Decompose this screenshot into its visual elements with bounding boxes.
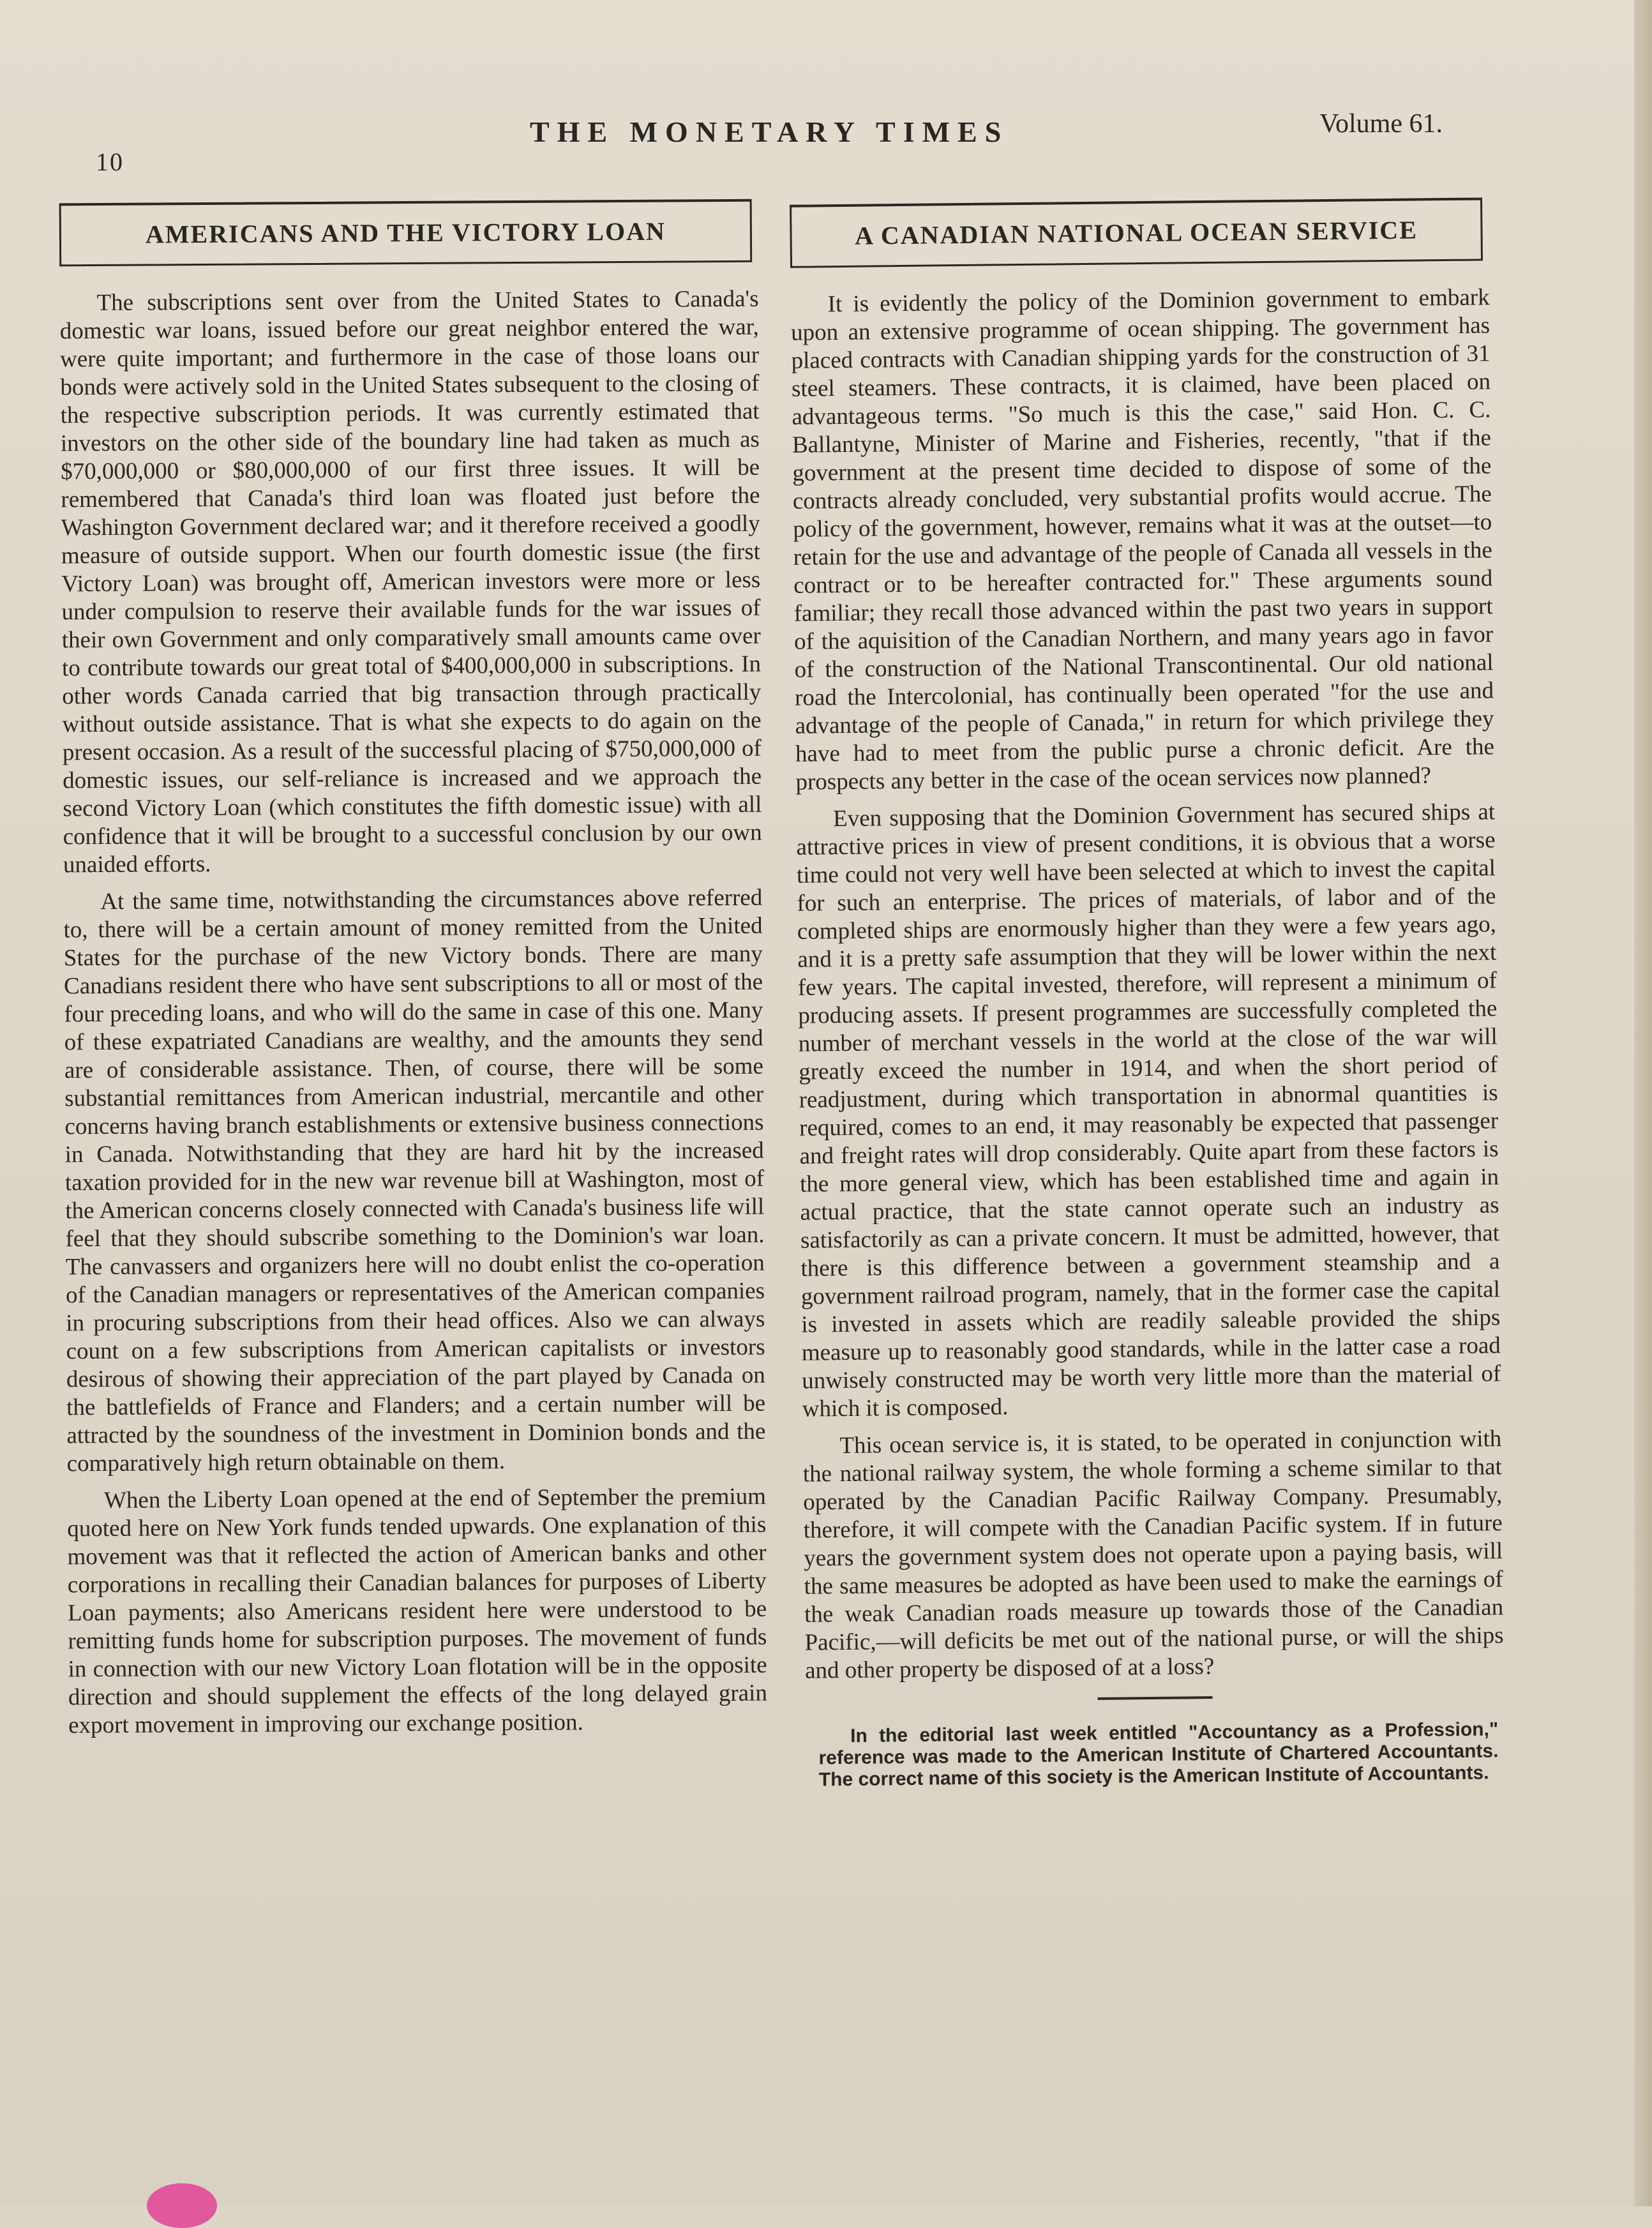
page-number: 10 [96, 147, 124, 176]
right-headline: A CANADIAN NATIONAL OCEAN SERVICE [790, 197, 1483, 267]
right-paragraph-3: This ocean service is, it is stated, to be operated in conjunction with the national railway system, the whole forming a scheme similar to that operated by the Canadian Pacific Railway Company. Presumably, therefore, it will compete with the Canadian Pacific system. If in future years the government system does not operate upon a paying basis, will the same measures be adopted as have been used to make the earnings of the weak Canadian roads measure up towards those of the Canadian Pacific,—will deficits be met out of the national purse, or will the ships and other property be disposed of at a loss? [802, 1426, 1504, 1684]
right-paragraph-1: It is evidently the policy of the Dominion government to embark upon an extensive programme of ocean shipping. The government has placed contracts with Canadian shipping yards for the construction of 31 steel steamers. These contracts, it is claimed, have been placed on advantageous terms. "So much is this the case," said Hon. C. C. Ballantyne, Minister of Marine and Fisheries, recently, "that if the government at the present time decided to dispose of some of the contracts already concluded, very substantial profits would accrue. The policy of the government, however, remains what it was at the outset—to retain for the use and advantage of the people of Canada all vessels in the contract or to be hereafter contracted for." These arguments sound familiar; they recall those advanced within the past two years in support of the aquisition of the Canadian Northern, and many years ago in favor of the construction of the National Transcontinental. Our old national road the Intercolonial, has continually been operated "for the use and advantage of the people of Canada," in return for which privilege they have had to meet from the public purse a chronic deficit. Are the prospects any better in the case of the ocean services now planned? [790, 284, 1495, 795]
left-paragraph-2: At the same time, notwithstanding the circumstances above referred to, there will be a certain amount of money remitted from the United States for the purchase of the new Victory bonds. There are many Canadians resident there who have sent subscriptions to all or most of the four preceding loans, and who will do the same in case of this one. Many of these expatriated Canadians are wealthy, and the amounts they send are of considerable assistance. Then, of course, there will be some substantial remittances from American industrial, mercantile and other concerns having branch establishments or extensive business connections in Canada. Notwithstanding that they are hard hit by the increased taxation provided for in the new war revenue bill at Washington, most of the American concerns closely connected with Canada's business life will feel that they should subscribe something to the Dominion's war loan. The canvassers and organizers here will no doubt enlist the co-operation of the Canadian managers or representatives of the American companies in procuring subscriptions from their head offices. Also we can always count on a few subscriptions from American capitalists or investors desirous of showing their appreciation of the part played by Canada on the battlefields of France and Flanders; and a certain number will be attracted by the soundness of the investment in Dominion bonds and the comparatively high return obtainable on them. [63, 884, 766, 1477]
page-header [96, 109, 1443, 176]
left-paragraph-1: The subscriptions sent over from the United States to Canada's domestic war loans, issued before our great neighbor entered the war, were quite important; and furthermore in the case of those loans our bonds were actively sold in the United States subsequent to the closing of the respective subscription periods. It was currently estimated that investors on the other side of the boundary line had taken as much as $70,000,000 or $80,000,000 of our first three issues. It will be remembered that Canada's third loan was floated just before the Washington Government declared war; and it therefore received a goodly measure of outside support. When our fourth domestic issue (the first Victory Loan) was brought off, American investors were more or less under compulsion to reserve their available funds for the war issues of their own Government and only comparatively small amounts came over to contribute towards our great total of $400,000,000 in subscriptions. In other words Canada carried that big transaction through practically without outside assistance. That is what she expects to do again on the present occasion. As a result of the successful placing of $750,000,000 of domestic issues, our self-reliance is increased and we approach the second Victory Loan (which constitutes the fifth domestic issue) with all confidence that it will be brought to a successful conclusion by our own unaided efforts. [59, 285, 762, 878]
left-headline: AMERICANS AND THE VICTORY LOAN [59, 199, 753, 267]
page-edge [1634, 0, 1652, 2206]
right-column [790, 197, 1505, 1791]
section-divider [1097, 1696, 1212, 1700]
correction-note: In the editorial last week entitled "Accountancy as a Profession," reference was made to the American Institute of Chartered Accountants. The correct name of this society is the American Institute of Accountants. [818, 1719, 1499, 1791]
volume-label: Volume 61. [1319, 109, 1443, 139]
left-paragraph-3: When the Liberty Loan opened at the end of September the premium quoted here on New York funds tended upwards. One explanation of this movement was that it reflected the action of American banks and other corporations in recalling their Canadian balances for purposes of Liberty Loan payments; also Americans resident here were understood to be remitting funds home for subscription purposes. The movement of funds in connection with our new Victory Loan flotation will be in the opposite direction and should supplement the effects of the long delayed grain export movement in improving our exchange position. [67, 1483, 768, 1739]
masthead: THE MONETARY TIMES [530, 116, 1009, 148]
left-column [59, 199, 768, 1749]
right-paragraph-2: Even supposing that the Dominion Government has secured ships at attractive prices in view of present conditions, it is obvious that a worse time could not very well have been selected at which to invest the capital for such an enterprise. The prices of materials, of labor and of the completed ships are enormously higher than they were a few years ago, and it is a pretty safe assumption that they will be lower within the next few years. The capital invested, therefore, will represent a minimum of producing assets. If present programmes are successfully completed the number of merchant vessels in the world at the close of the war will greatly exceed the number in 1914, and when the short period of readjustment, during which transportation in abnormal quantities is required, comes to an end, it may reasonably be expected that passenger and freight rates will drop considerably. Quite apart from these factors is the more general view, which has been established time and again in actual practice, that the state cannot operate such an industry as satisfactorily as can a private concern. It must be admitted, however, that there is this difference between a government steamship and a government railroad program, namely, that in the former case the capital is invested in assets which are readily saleable provided the ships measure up to reasonably good standards, while in the latter case a road unwisely constructed may be worth very little more than the material of which it is composed. [796, 799, 1501, 1422]
pink-stamp-mark [147, 2183, 217, 2228]
